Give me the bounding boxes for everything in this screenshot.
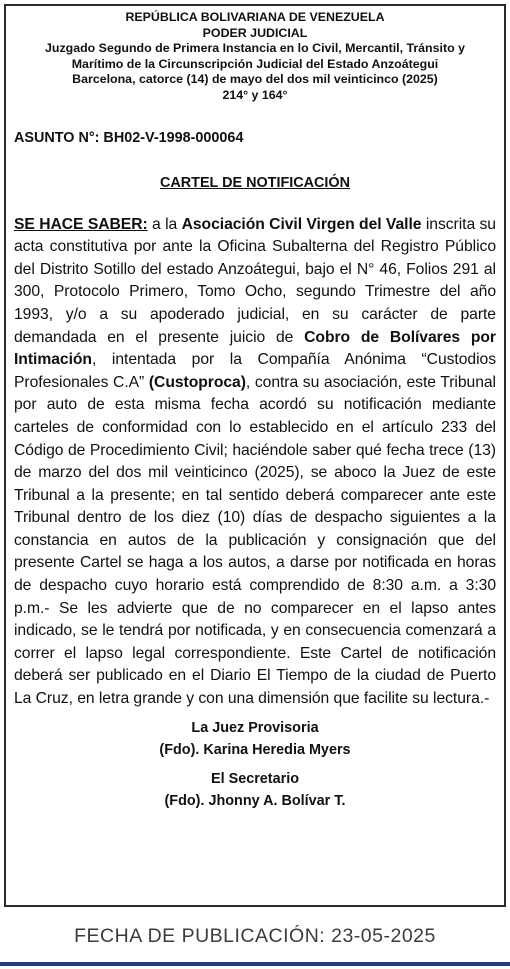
header-court-name: Juzgado Segundo de Primera Instancia en lo Civil, Mercantil, Tránsito y bbox=[44, 41, 465, 56]
header-judicial-power: PODER JUDICIAL bbox=[202, 25, 308, 40]
defendant-name: Asociación Civil Virgen del Valle bbox=[181, 215, 422, 233]
header-jurisdiction: Marítimo de la Circunscripción Judicial del Estado Anzoátegui bbox=[71, 56, 439, 71]
court-header bbox=[14, 10, 496, 104]
notice-lead: SE HACE SABER: bbox=[14, 215, 148, 233]
plaintiff-abbrev: (Custoproca) bbox=[148, 373, 246, 391]
judge-title: La Juez Provisoria bbox=[191, 719, 319, 736]
notice-body bbox=[14, 214, 496, 711]
body-text-1: a la bbox=[147, 215, 182, 233]
secretary-title: El Secretario bbox=[211, 770, 299, 787]
publication-date: FECHA DE PUBLICACIÓN: 23-05-2025 bbox=[74, 925, 436, 947]
secretary-signature bbox=[14, 768, 496, 813]
header-place-date: Barcelona, catorce (14) de mayo del dos mil veinticinco (2025) bbox=[72, 72, 438, 87]
secretary-name: (Fdo). Jhonny A. Bolívar T. bbox=[164, 793, 346, 810]
legal-notice bbox=[4, 4, 506, 907]
bottom-divider bbox=[0, 962, 510, 966]
body-text-2: inscrita su acta constitutiva por ante la Oficina Subalterna del Registro Público del Distrito Sotillo del estado Anzoátegui, bajo el N° 46, Folios 291 al 300, Protocolo Primero, Tomo Ocho, segundo Trimestre del año 1993, y/o a su apoderado judicial, en su carácter de parte demandada en el presente juicio de bbox=[14, 215, 496, 346]
body-text-3: , intentada por la Compañía Anónima “Custodios Profesionales C.A” bbox=[14, 351, 496, 391]
judge-name: (Fdo). Karina Heredia Myers bbox=[159, 742, 351, 759]
notice-title: CARTEL DE NOTIFICACIÓN bbox=[159, 174, 350, 191]
header-years: 214° y 164° bbox=[222, 87, 288, 102]
header-republic: REPÚBLICA BOLIVARIANA DE VENEZUELA bbox=[125, 10, 385, 24]
case-type: Cobro de Bolívares por Intimación bbox=[14, 328, 496, 369]
body-text-4: , contra su asociación, este Tribunal por auto de esta misma fecha acordó su notificación mediante carteles de conformidad con lo establecido en el artículo 233 del Código de Procedimiento Civil; haciéndole saber qué fecha trece (13) de marzo del dos mil veinticinco (2025), se aboco la Juez de este Tribunal a la presente; en tal sentido deberá comparecer ante este Tribunal dentro de los diez (10) días de despacho siguientes a la constancia en autos de la publicación y consignación que del presente Cartel se haga a los autos, a darse por notificada en horas de despacho cuyo horario está comprendido de 8:30 a.m. a 3:30 p.m.- Se les advierte que de no comparecer en el lapso antes indicado, se le tendrá por notificada, y en consecuencia comenzará a correr el lapso legal correspondiente. Este Cartel de notificación deberá ser publicado en el Diario El Tiempo de la ciudad de Puerto La Cruz, en letra grande y con una dimensión que facilite su lectura.- bbox=[14, 373, 496, 708]
judge-signature bbox=[14, 717, 496, 762]
case-number: ASUNTO N°: BH02-V-1998-000064 bbox=[14, 129, 244, 146]
